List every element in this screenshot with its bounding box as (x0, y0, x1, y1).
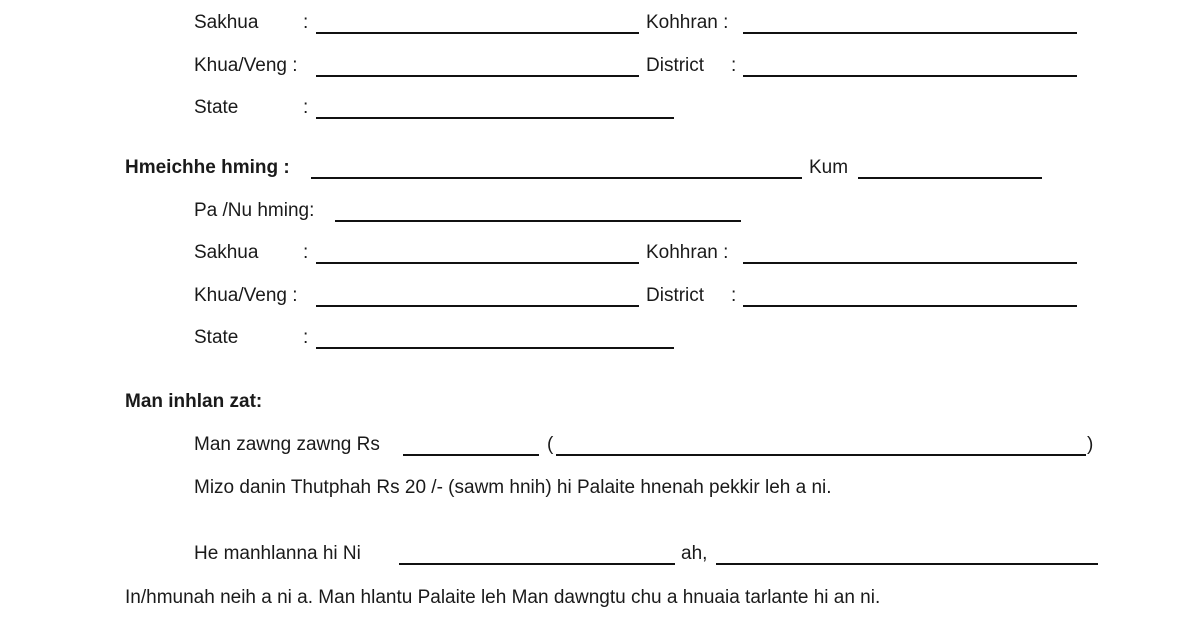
khuaveng-label: Khua/Veng : (194, 55, 298, 76)
bride-khuaveng-field[interactable] (316, 305, 639, 307)
bride-kohhran-field[interactable] (743, 262, 1077, 264)
ah-label: ah, (681, 543, 708, 564)
bride-name-field[interactable] (311, 177, 802, 179)
sakhua-label: Sakhua (194, 12, 259, 33)
bride-sakhua-field[interactable] (316, 262, 639, 264)
bride-name-label: Hmeichhe hming : (125, 157, 290, 178)
state-field[interactable] (316, 117, 674, 119)
manhlanna-label: He manhlanna hi Ni (194, 543, 361, 564)
bride-district-label: District (646, 285, 705, 306)
thutphah-text: Mizo danin Thutphah Rs 20 /- (sawm hnih) hi Palaite hnenah pekkir leh a ni. (194, 477, 832, 498)
khuaveng-field[interactable] (316, 75, 639, 77)
bride-state-field[interactable] (316, 347, 674, 349)
amount-words-field[interactable] (556, 454, 1086, 456)
kohhran-field[interactable] (743, 32, 1077, 34)
district-label: District (646, 55, 705, 76)
bride-district-field[interactable] (743, 305, 1077, 307)
dowry-heading: Man inhlan zat: (125, 391, 263, 412)
sakhua-field[interactable] (316, 32, 639, 34)
amount-label: Man zawng zawng Rs (194, 434, 380, 455)
amount-field[interactable] (403, 454, 539, 456)
sakhua-colon: : (303, 12, 309, 33)
bride-sakhua-label: Sakhua (194, 242, 259, 263)
close-paren: ) (1087, 434, 1094, 455)
bride-khuaveng-label: Khua/Veng : (194, 285, 298, 306)
panu-field[interactable] (335, 220, 741, 222)
closing-text: In/hmunah neih a ni a. Man hlantu Palaite leh Man dawngtu chu a hnuaia tarlante hi an ni. (125, 587, 881, 608)
kohhran-label: Kohhran : (646, 12, 729, 33)
kum-field[interactable] (858, 177, 1042, 179)
district-colon: : (731, 55, 737, 76)
bride-district-colon: : (731, 285, 737, 306)
place-field[interactable] (716, 563, 1098, 565)
panu-label: Pa /Nu hming: (194, 200, 315, 221)
kum-label: Kum (809, 157, 849, 178)
date-field[interactable] (399, 563, 675, 565)
bride-sakhua-colon: : (303, 242, 309, 263)
bride-kohhran-label: Kohhran : (646, 242, 729, 263)
bride-state-colon: : (303, 327, 309, 348)
state-colon: : (303, 97, 309, 118)
state-label: State (194, 97, 239, 118)
open-paren: ( (547, 434, 554, 455)
district-field[interactable] (743, 75, 1077, 77)
bride-state-label: State (194, 327, 239, 348)
